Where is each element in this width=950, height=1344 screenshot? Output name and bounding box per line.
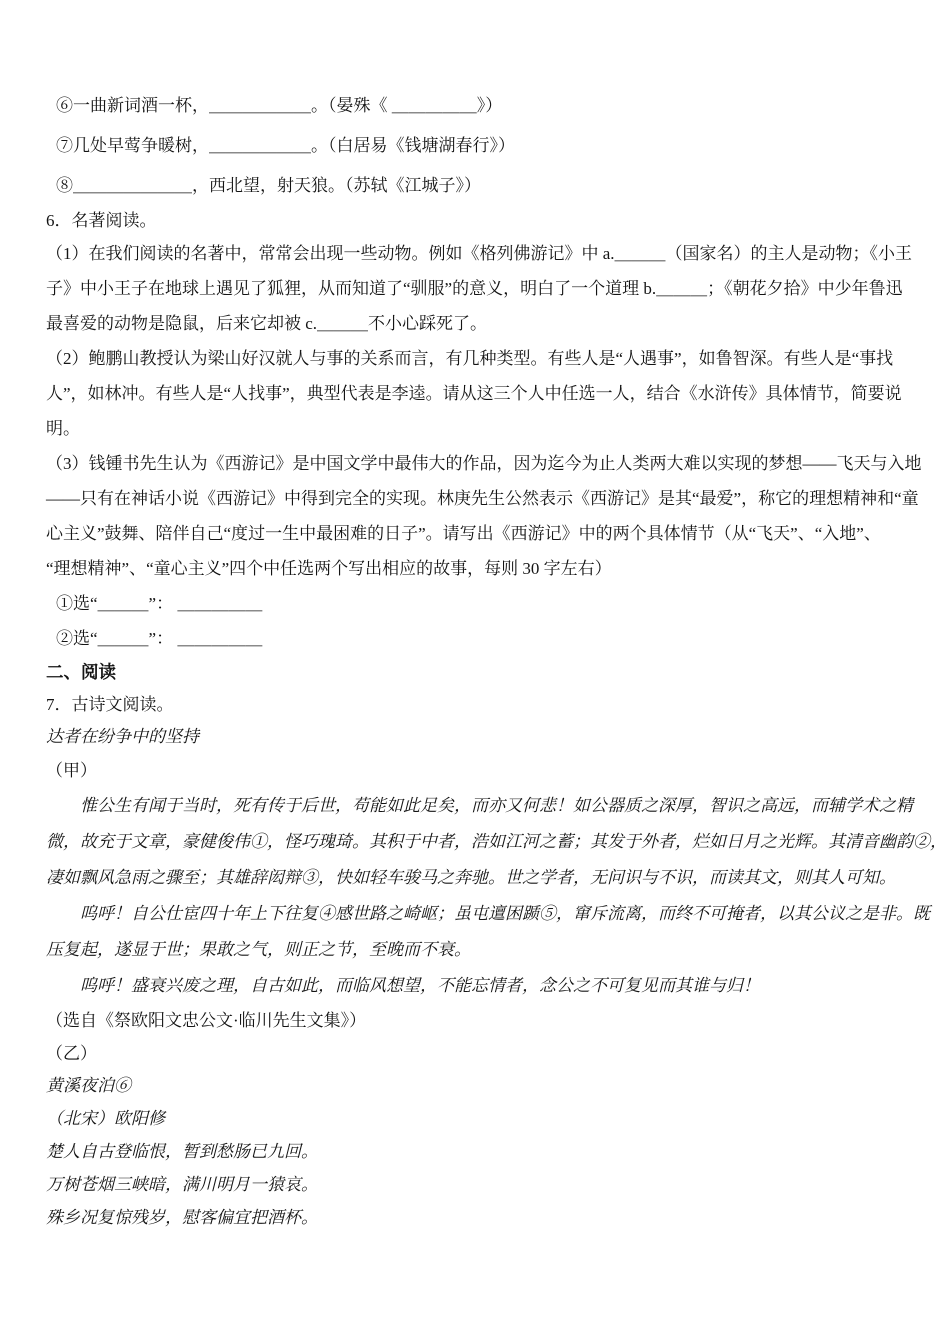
jia-paragraph-line-3: 凄如飘风急雨之骤至；其雄辞闳辩③，快如轻车骏马之奔驰。世之学者，无问识与不识，而读其文，则其人可知。 bbox=[46, 868, 896, 888]
question-6-heading: 6．名著阅读。 bbox=[46, 211, 157, 230]
poem-line-3: 殊乡况复惊残岁，慰客偏宜把酒杯。 bbox=[46, 1208, 318, 1228]
q6-answer-line-1: ①选“＿＿＿”： ＿＿＿＿＿ bbox=[56, 594, 263, 613]
poem-line-2: 万树苍烟三峡暗，满川明月一猿哀。 bbox=[46, 1175, 318, 1195]
q6-part3-line-4: “理想精神”、“童心主义”四个中任选两个写出相应的故事，每则 30 字左右） bbox=[46, 559, 612, 578]
jia-paragraph-line-5: 压复起，遂显于世；果敢之气，则正之节，至晚而不衰。 bbox=[46, 940, 471, 960]
jia-paragraph-line-2: 微，故充于文章，豪健俊伟①，怪巧瑰琦。其积于中者，浩如江河之蓄；其发于外者，烂如日月之光辉。其清音幽韵②， bbox=[46, 832, 947, 852]
jia-paragraph-line-6: 呜呼！盛衰兴废之理，自古如此，而临风想望，不能忘情者，念公之不可复见而其谁与归！ bbox=[46, 976, 760, 996]
q6-part2-line-2: 人”，如林冲。有些人是“人找事”，典型代表是李逵。请从这三个人中任选一人，结合《水浒传》具体情节，简要说 bbox=[46, 384, 902, 403]
passage-source: （选自《祭欧阳文忠公文·临川先生文集》） bbox=[46, 1011, 367, 1030]
q6-part2-line-3: 明。 bbox=[46, 419, 80, 438]
passage-title: 达者在纷争中的坚持 bbox=[46, 727, 199, 747]
q6-part1-line-1: （1）在我们阅读的名著中，常常会出现一些动物。例如《格列佛游记》中 a.＿＿＿（国家名）的主人是动物；《小王 bbox=[46, 244, 913, 263]
q6-answer-line-2: ②选“＿＿＿”： ＿＿＿＿＿ bbox=[56, 629, 263, 648]
q6-part2-line-1: （2）鲍鹏山教授认为梁山好汉就人与事的关系而言，有几种类型。有些人是“人遇事”，如鲁智深。有些人是“事找 bbox=[46, 349, 894, 368]
q6-part3-line-3: 心主义”鼓舞、陪伴自己“度过一生中最困难的日子”。请写出《西游记》中的两个具体情节（从“飞天”、“入地”、 bbox=[46, 524, 881, 543]
q6-part1-line-3: 最喜爱的动物是隐鼠，后来它却被 c.＿＿＿不小心踩死了。 bbox=[46, 314, 488, 333]
dictation-item-8: ⑧＿＿＿＿＿＿＿，西北望，射天狼。（苏轼《江城子》） bbox=[56, 176, 481, 195]
section-2-heading: 二、阅读 bbox=[46, 662, 116, 682]
yi-label: （乙） bbox=[46, 1044, 97, 1063]
jia-paragraph-line-4: 呜呼！自公仕宦四十年上下往复④感世路之崎岖；虽屯邅困踬⑤，窜斥流离，而终不可掩者，以其公议之是非。既 bbox=[46, 904, 930, 924]
poem-line-1: 楚人自古登临恨，暂到愁肠已九回。 bbox=[46, 1142, 318, 1162]
jia-paragraph-line-1: 惟公生有闻于当时，死有传于后世，苟能如此足矣，而亦又何悲！如公器质之深厚，智识之高远，而辅学术之精 bbox=[46, 796, 913, 816]
dictation-item-7: ⑦几处早莺争暖树，＿＿＿＿＿＿。（白居易《钱塘湖春行》） bbox=[56, 136, 515, 155]
jia-label: （甲） bbox=[46, 761, 97, 780]
q6-part1-line-2: 子》中小王子在地球上遇见了狐狸，从而知道了“驯服”的意义，明白了一个道理 b.＿＿＿；《朝花夕拾》中少年鲁迅 bbox=[46, 279, 903, 298]
question-7-heading: 7．古诗文阅读。 bbox=[46, 695, 174, 714]
q6-part3-line-2: ——只有在神话小说《西游记》中得到完全的实现。林庚先生公然表示《西游记》是其“最爱”，称它的理想精神和“童 bbox=[46, 489, 919, 508]
q6-part3-line-1: （3）钱锺书先生认为《西游记》是中国文学中最伟大的作品，因为迄今为止人类两大难以实现的梦想——飞天与入地 bbox=[46, 454, 922, 473]
poem-author: （北宋）欧阳修 bbox=[46, 1109, 165, 1129]
dictation-item-6: ⑥一曲新词酒一杯，＿＿＿＿＿＿。（晏殊《 ＿＿＿＿＿》） bbox=[56, 96, 503, 115]
poem-title: 黄溪夜泊⑥ bbox=[46, 1076, 131, 1096]
